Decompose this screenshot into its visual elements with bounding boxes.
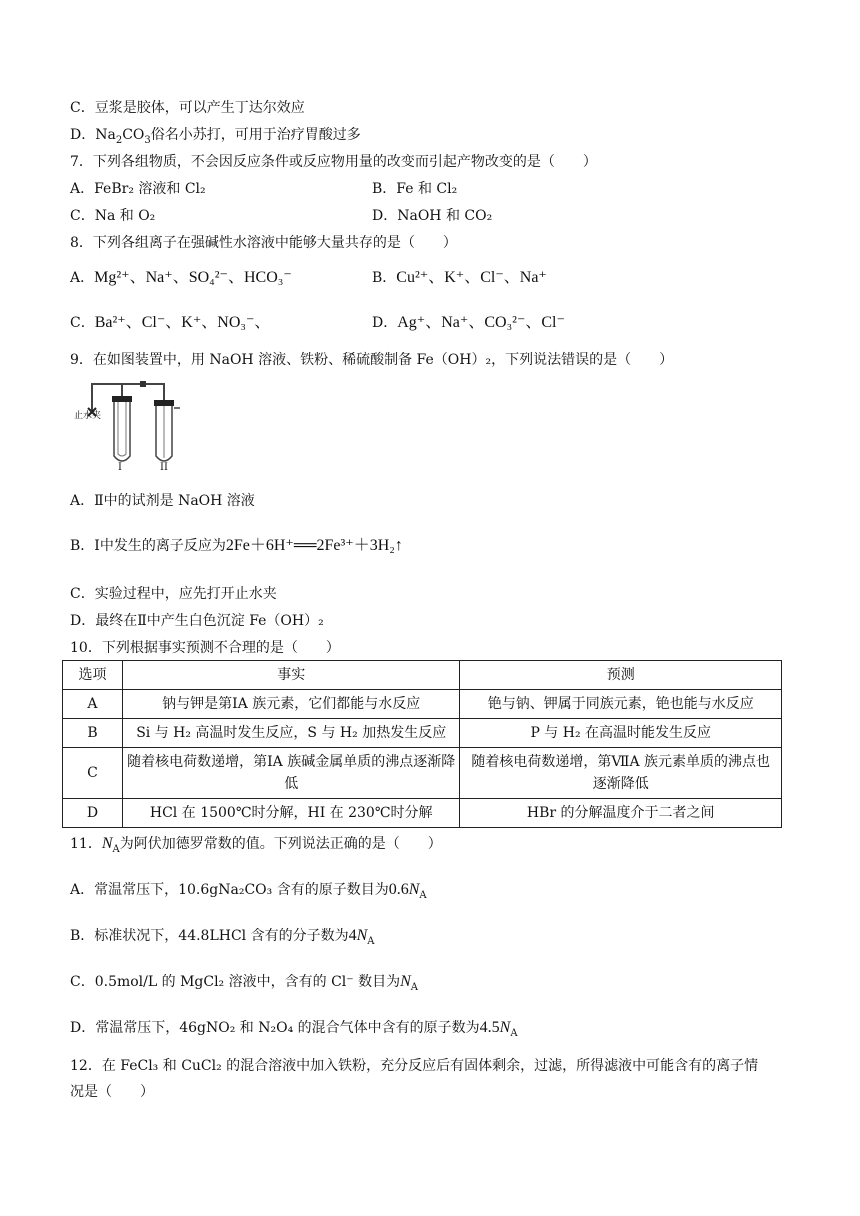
q8-option-c: C．Ba²⁺、Cl⁻、K⁺、NO₃⁻、	[70, 314, 271, 331]
table-cell: D	[63, 799, 123, 828]
table-cell: 随着核电荷数递增，第ⅦA 族元素单质的沸点也逐渐降低	[460, 748, 782, 799]
table-row	[63, 748, 782, 799]
table-cell: A	[63, 690, 123, 719]
q6-option-c: C．豆浆是胶体，可以产生丁达尔效应	[70, 100, 305, 116]
q9-option-b: B．Ⅰ中发生的离子反应为2Fe＋6H⁺══2Fe³⁺＋3H₂↑	[70, 537, 403, 554]
q7-option-c: C．Na 和 O₂	[70, 208, 156, 224]
q7-option-b: B．Fe 和 Cl₂	[372, 181, 458, 197]
apparatus-figure	[76, 378, 196, 474]
ionic-equation: 2Fe＋6H⁺══2Fe³⁺＋3H₂↑	[225, 537, 403, 554]
q8-option-b: B．Cu²⁺、K⁺、Cl⁻、Na⁺	[372, 269, 547, 286]
q11-option-a: A．常温常压下，10.6gNa₂CO₃ 含有的原子数目为$0.6N_A$	[70, 881, 427, 901]
header-cell: 事实	[122, 661, 460, 690]
table-row	[63, 719, 782, 748]
q8-option-a: A．Mg²⁺、Na⁺、SO₄²⁻、HCO₃⁻	[70, 269, 292, 286]
table-cell: 铯与钠、钾属于同族元素，铯也能与水反应	[460, 690, 782, 719]
q9-option-a: A．Ⅱ中的试剂是 NaOH 溶液	[70, 493, 255, 509]
q10-table	[62, 660, 782, 828]
q10-stem: 10．下列根据事实预测不合理的是（ ）	[70, 640, 340, 656]
header-cell: 选项	[63, 661, 123, 690]
table-cell: HBr 的分解温度介于二者之间	[460, 799, 782, 828]
q11-option-b: B．标准状况下，44.8LHCl 含有的分子数为$4N_A$	[70, 927, 375, 947]
tube-1-label: I	[118, 462, 122, 473]
q11-stem: 11．$N_A$为阿伏加德罗常数的值。下列说法正确的是（ ）	[70, 835, 442, 855]
table-cell: Si 与 H₂ 高温时发生反应，S 与 H₂ 加热发生反应	[122, 719, 460, 748]
table-row	[63, 690, 782, 719]
q11-option-d: D．常温常压下，46gNO₂ 和 N₂O₄ 的混合气体中含有的原子数为$4.5N_A$	[70, 1019, 518, 1039]
clamp-label: 止水夹	[74, 411, 102, 421]
q12-stem-line-1: 12．在 FeCl₃ 和 CuCl₂ 的混合溶液中加入铁粉，充分反应后有固体剩余，过滤，所得滤液中可能含有的离子情	[70, 1058, 759, 1074]
q8-option-d: D．Ag⁺、Na⁺、CO₃²⁻、Cl⁻	[372, 314, 565, 331]
q7-stem: 7．下列各组物质，不会因反应条件或反应物用量的改变而引起产物改变的是（ ）	[70, 154, 597, 170]
q9-option-c: C．实验过程中，应先打开止水夹	[70, 586, 277, 602]
q9-option-d: D．最终在Ⅱ中产生白色沉淀 Fe（OH）₂	[70, 613, 324, 629]
table-row	[63, 799, 782, 828]
q12-stem-line-2: 况是（ ）	[70, 1084, 154, 1100]
table-cell: 随着核电荷数递增，第ⅠA 族碱金属单质的沸点逐渐降低	[122, 748, 460, 799]
table-header-row	[63, 661, 782, 690]
tube-2-label: II	[160, 462, 168, 473]
q7-option-a: A．FeBr₂ 溶液和 Cl₂	[70, 181, 206, 197]
table-cell: C	[63, 748, 123, 799]
table-cell: 钠与钾是第ⅠA 族元素，它们都能与水反应	[122, 690, 460, 719]
table-cell: B	[63, 719, 123, 748]
q11-option-c: C．0.5mol/L 的 MgCl₂ 溶液中，含有的 Cl⁻ 数目为$N_A$	[70, 973, 419, 993]
header-cell: 预测	[460, 661, 782, 690]
q6-option-d: D．$Na_2CO_3$俗名小苏打，可用于治疗胃酸过多	[70, 127, 361, 146]
q8-stem: 8．下列各组离子在强碱性水溶液中能够大量共存的是（ ）	[70, 235, 457, 251]
table-cell: P 与 H₂ 在高温时能发生反应	[460, 719, 782, 748]
table-cell: HCl 在 1500℃时分解，HI 在 230℃时分解	[122, 799, 460, 828]
q7-option-d: D．NaOH 和 CO₂	[372, 208, 493, 224]
q9-stem: 9．在如图装置中，用 NaOH 溶液、铁粉、稀硫酸制备 Fe（OH）₂，下列说法错误的是（ ）	[70, 352, 674, 368]
